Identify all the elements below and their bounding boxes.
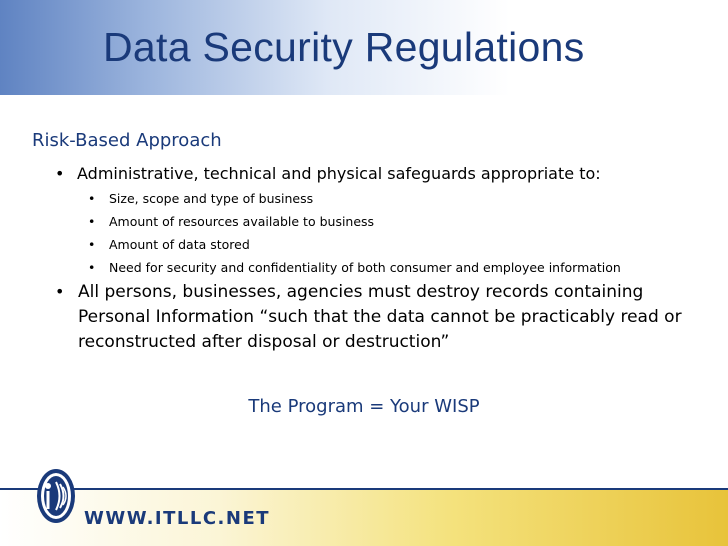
- sub-bullet-text: Amount of data stored: [109, 237, 250, 252]
- bullet-text: Administrative, technical and physical safeguards appropriate to:: [77, 164, 601, 183]
- sub-bullet-text: Size, scope and type of business: [109, 191, 314, 206]
- sub-bullet-text: Amount of resources available to business: [109, 214, 375, 229]
- sub-bullet-dot-icon: •: [88, 214, 96, 229]
- bullet-dot-icon: •: [55, 164, 65, 183]
- company-logo-icon: [34, 466, 78, 526]
- sub-bullet-dot-icon: •: [88, 260, 96, 275]
- sub-bullet-text: Need for security and confidentiality of both consumer and employee information: [109, 260, 621, 275]
- footer-divider: [0, 488, 728, 490]
- slide-title: Data Security Regulations: [103, 24, 585, 70]
- sub-bullet-dot-icon: •: [88, 191, 96, 206]
- callout-text: The Program = Your WISP: [248, 396, 480, 417]
- section-heading: Risk-Based Approach: [32, 130, 222, 151]
- sub-bullet-dot-icon: •: [88, 237, 96, 252]
- bullet-text: All persons, businesses, agencies must destroy records containing Personal Information “such that the data cannot be practicably read or reconstructed after disposal or destruction”: [78, 282, 682, 352]
- footer-url[interactable]: WWW.ITLLC.NET: [84, 508, 271, 529]
- bullet-dot-icon: •: [55, 282, 65, 301]
